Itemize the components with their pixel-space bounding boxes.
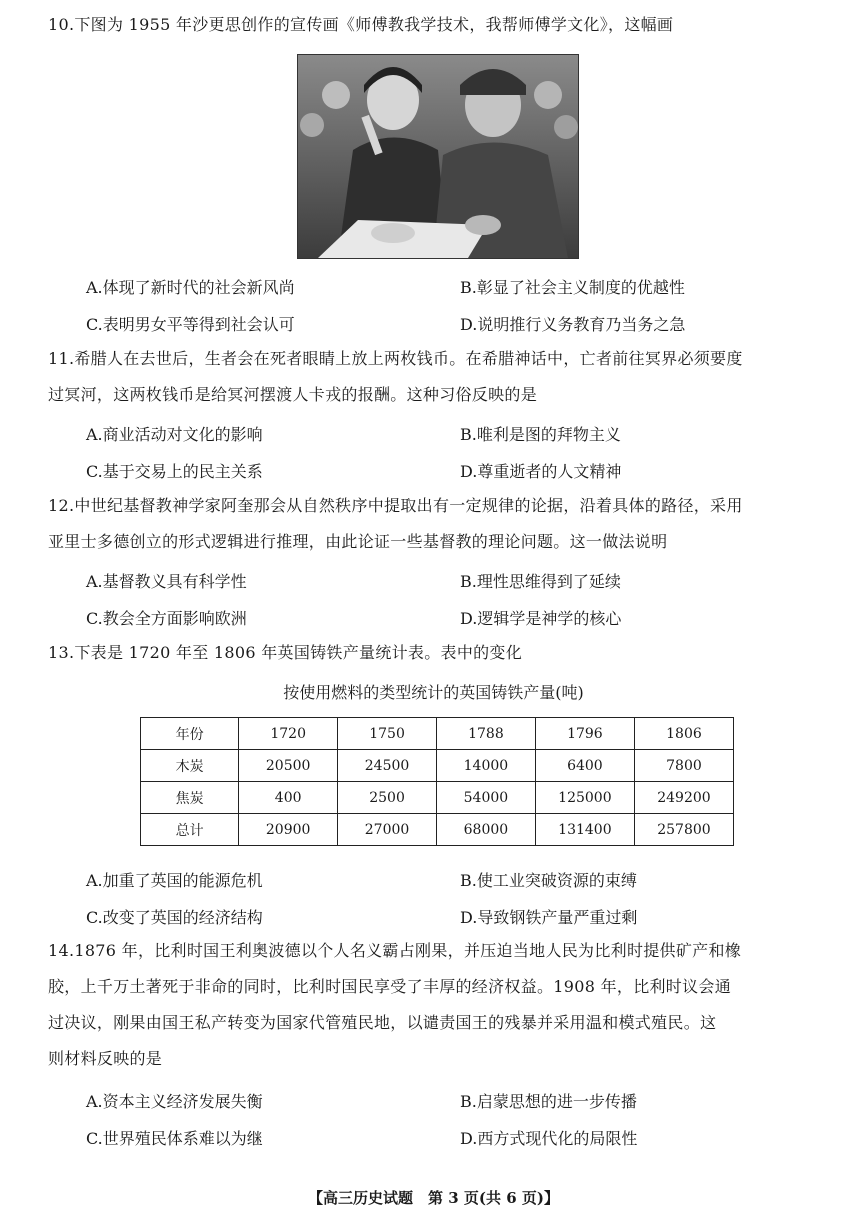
table-cell: 总计 bbox=[141, 814, 239, 846]
table-row bbox=[141, 718, 734, 750]
stem-line: 12.中世纪基督教神学家阿奎那会从自然秩序中提取出有一定规律的论据，沿着具体的路径，采用 bbox=[48, 496, 743, 515]
option-b[interactable]: B.彰显了社会主义制度的优越性 bbox=[460, 278, 685, 297]
table-cell: 木炭 bbox=[141, 750, 239, 782]
table-cell: 1796 bbox=[535, 718, 634, 750]
table-cell: 20900 bbox=[239, 814, 338, 846]
table-row bbox=[141, 750, 734, 782]
option-c[interactable]: C.基于交易上的民主关系 bbox=[86, 462, 263, 481]
page-footer: 【高三历史试题 第 3 页(共 6 页)】 bbox=[308, 1189, 559, 1207]
stem-line: 10.下图为 1955 年沙更思创作的宣传画《师傅教我学技术，我帮师傅学文化》，这幅画 bbox=[48, 15, 674, 34]
question-10-stem bbox=[48, 15, 838, 51]
table-row bbox=[141, 814, 734, 846]
table-title: 按使用燃料的类型统计的英国铸铁产量(吨) bbox=[283, 683, 584, 702]
option-d[interactable]: D.导致钢铁产量严重过剩 bbox=[460, 908, 638, 927]
stem-line: 胶，上千万土著死于非命的同时，比利时国民享受了丰厚的经济权益。1908 年，比利时议会通 bbox=[48, 977, 732, 996]
table-cell: 1720 bbox=[239, 718, 338, 750]
option-a[interactable]: A.基督教义具有科学性 bbox=[86, 572, 247, 591]
table-cell: 20500 bbox=[239, 750, 338, 782]
painting-illustration bbox=[298, 55, 578, 258]
stem-line: 14.1876 年，比利时国王利奥波德以个人名义霸占刚果，并压迫当地人民为比利时提供矿产和橡 bbox=[48, 941, 742, 960]
option-a[interactable]: A.加重了英国的能源危机 bbox=[86, 871, 263, 890]
question-14-stem bbox=[48, 941, 838, 1085]
stem-line: 过冥河，这两枚钱币是给冥河摆渡人卡戎的报酬。这种习俗反映的是 bbox=[48, 385, 538, 404]
stem-line: 过决议，刚果由国王私产转变为国家代管殖民地，以谴责国王的残暴并采用温和模式殖民。这 bbox=[48, 1013, 717, 1032]
option-a[interactable]: A.体现了新时代的社会新风尚 bbox=[86, 278, 295, 297]
table-cell: 249200 bbox=[634, 782, 733, 814]
propaganda-painting-image bbox=[297, 54, 579, 259]
option-b[interactable]: B.唯利是图的拜物主义 bbox=[460, 425, 621, 444]
stem-line: 11.希腊人在去世后，生者会在死者眼睛上放上两枚钱币。在希腊神话中，亡者前往冥界必须要度 bbox=[48, 349, 743, 368]
table-cell: 54000 bbox=[436, 782, 535, 814]
option-d[interactable]: D.说明推行义务教育乃当务之急 bbox=[460, 315, 686, 334]
stem-line: 13.下表是 1720 年至 1806 年英国铸铁产量统计表。表中的变化 bbox=[48, 643, 523, 662]
option-b[interactable]: B.启蒙思想的进一步传播 bbox=[460, 1092, 637, 1111]
table-cell: 131400 bbox=[535, 814, 634, 846]
table-cell: 1788 bbox=[436, 718, 535, 750]
option-b[interactable]: B.使工业突破资源的束缚 bbox=[460, 871, 637, 890]
table-row bbox=[141, 782, 734, 814]
option-a[interactable]: A.商业活动对文化的影响 bbox=[86, 425, 263, 444]
option-c[interactable]: C.表明男女平等得到社会认可 bbox=[86, 315, 295, 334]
table-cell: 年份 bbox=[141, 718, 239, 750]
table-cell: 焦炭 bbox=[141, 782, 239, 814]
option-c[interactable]: C.教会全方面影响欧洲 bbox=[86, 609, 247, 628]
table-cell: 125000 bbox=[535, 782, 634, 814]
table-cell: 24500 bbox=[338, 750, 437, 782]
option-c[interactable]: C.世界殖民体系难以为继 bbox=[86, 1129, 263, 1148]
table-cell: 1806 bbox=[634, 718, 733, 750]
table-cell: 7800 bbox=[634, 750, 733, 782]
question-11-stem bbox=[48, 349, 838, 421]
option-d[interactable]: D.尊重逝者的人文精神 bbox=[460, 462, 622, 481]
option-c[interactable]: C.改变了英国的经济结构 bbox=[86, 908, 263, 927]
stem-line: 亚里士多德创立的形式逻辑进行推理，由此论证一些基督教的理论问题。这一做法说明 bbox=[48, 532, 668, 551]
option-b[interactable]: B.理性思维得到了延续 bbox=[460, 572, 621, 591]
table-cell: 27000 bbox=[338, 814, 437, 846]
question-13-stem bbox=[48, 643, 838, 679]
table-cell: 1750 bbox=[338, 718, 437, 750]
question-12-stem bbox=[48, 496, 838, 568]
table-cell: 257800 bbox=[634, 814, 733, 846]
table-cell: 68000 bbox=[436, 814, 535, 846]
table-cell: 14000 bbox=[436, 750, 535, 782]
iron-production-table bbox=[140, 717, 734, 846]
option-a[interactable]: A.资本主义经济发展失衡 bbox=[86, 1092, 263, 1111]
table-cell: 400 bbox=[239, 782, 338, 814]
option-d[interactable]: D.西方式现代化的局限性 bbox=[460, 1129, 638, 1148]
stem-line: 则材料反映的是 bbox=[48, 1049, 163, 1068]
option-d[interactable]: D.逻辑学是神学的核心 bbox=[460, 609, 622, 628]
table-cell: 6400 bbox=[535, 750, 634, 782]
table-cell: 2500 bbox=[338, 782, 437, 814]
